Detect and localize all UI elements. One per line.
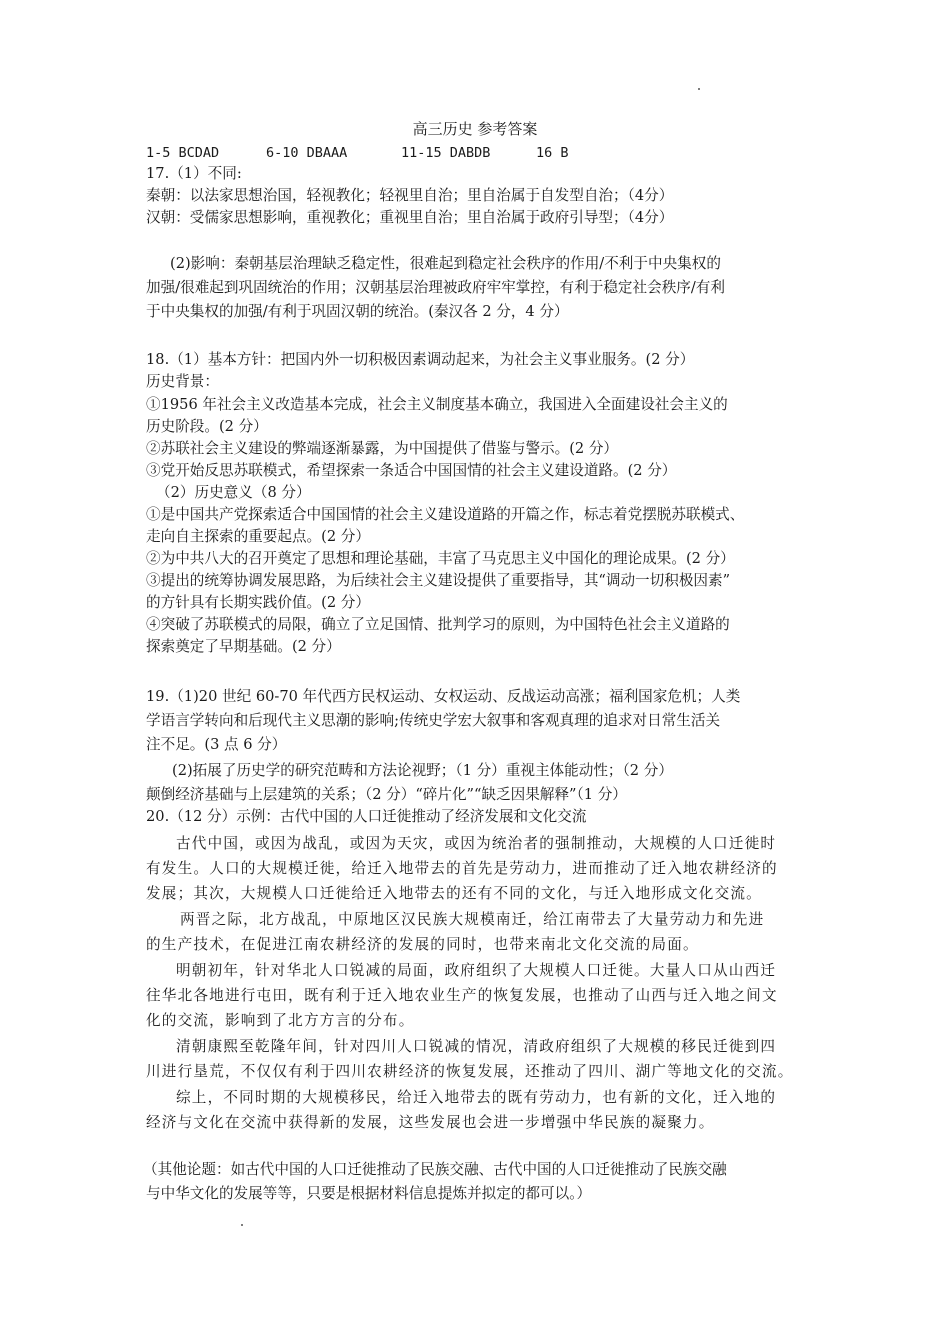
q18-background-2: ②苏联社会主义建设的弊端逐渐暴露，为中国提供了借鉴与警示。(2 分） xyxy=(146,440,619,457)
q19-part2-line1: (2)拓展了历史学的研究范畴和方法论视野；（1 分）重视主体能动性；（2 分） xyxy=(172,762,673,779)
q18-significance-4a: ④突破了苏联模式的局限，确立了立足国情、批判学习的原则，为中国特色社会主义道路的 xyxy=(146,616,730,633)
q20-essay-p1-line1: 古代中国，或因为战乱，或因为天灾，或因为统治者的强制推动，大规模的人口迁徙时 xyxy=(176,835,777,852)
page-title: 高三历史 参考答案 xyxy=(412,120,538,138)
q18-background-1b: 历史阶段。(2 分） xyxy=(146,418,268,435)
q20-note-line2: 与中华文化的发展等等，只要是根据材料信息提炼并拟定的都可以。） xyxy=(146,1185,592,1202)
q17-qin-answer: 秦朝：以法家思想治国，轻视教化；轻视里自治；里自治属于自发型自治；（4分） xyxy=(146,187,674,204)
q19-part1-line2: 学语言学转向和后现代主义思潮的影响;传统史学宏大叙事和客观真理的追求对日常生活关 xyxy=(146,712,721,729)
q20-heading: 20.（12 分）示例：古代中国的人口迁徙推动了经济发展和文化交流 xyxy=(146,808,587,825)
q19-part2-line2: 颠倒经济基础与上层建筑的关系；（2 分）“碎片化”“缺乏因果解释”（1 分） xyxy=(146,786,627,803)
q20-note-line1: （其他论题：如古代中国的人口迁徙推动了民族交融、古代中国的人口迁徙推动了民族交融 xyxy=(143,1161,727,1178)
choice-answer-11-15: 11-15 DABDB xyxy=(401,145,491,161)
choice-answer-1-5: 1-5 BCDAD xyxy=(146,145,220,161)
q18-background-3: ③党开始反思苏联模式，希望探索一条适合中国国情的社会主义建设道路。(2 分） xyxy=(146,462,677,479)
q19-part1-line1: 19.（1)20 世纪 60-70 年代西方民权运动、女权运动、反战运动高涨；福利国家危机；人类 xyxy=(146,688,741,705)
q19-part1-line3: 注不足。(3 点 6 分） xyxy=(146,736,287,753)
choice-answers-row xyxy=(146,142,569,164)
choice-answer-16: 16 B xyxy=(536,145,569,161)
q17-part2-line3: 于中央集权的加强/有利于巩固汉朝的统治。(秦汉各 2 分，4 分） xyxy=(146,303,569,320)
scan-dot xyxy=(241,1224,243,1226)
q20-essay-p2-line2: 的生产技术，在促进江南农耕经济的发展的同时，也带来南北文化交流的局面。 xyxy=(146,936,699,953)
scan-dot xyxy=(698,88,700,90)
q18-significance-3a: ③提出的统筹协调发展思路，为后续社会主义建设提供了重要指导，其“调动一切积极因素” xyxy=(146,572,731,589)
q20-essay-p1-line2: 有发生。人口的大规模迁徙，给迁入地带去的首先是劳动力，进而推动了迁入地农耕经济的 xyxy=(146,860,778,877)
q20-essay-p3-line2: 往华北各地进行屯田，既有利于迁入地农业生产的恢复发展，也推动了山西与迁入地之间文 xyxy=(146,987,778,1004)
q20-essay-p5-line2: 经济与文化在交流中获得新的发展，这些发展也会进一步增强中华民族的凝聚力。 xyxy=(146,1114,715,1131)
q18-significance-4b: 探索奠定了早期基础。(2 分） xyxy=(146,638,341,655)
q18-significance-1a: ①是中国共产党探索适合中国国情的社会主义建设道路的开篇之作，标志着党摆脱苏联模式、 xyxy=(146,506,745,523)
q18-background-1a: ①1956 年社会主义改造基本完成，社会主义制度基本确立，我国进入全面建设社会主义的 xyxy=(146,396,728,413)
q18-background-label: 历史背景： xyxy=(146,373,219,390)
q18-significance-label: （2）历史意义（8 分） xyxy=(156,484,311,501)
q18-significance-1b: 走向自主探索的重要起点。(2 分） xyxy=(146,528,370,545)
q20-essay-p1-line3: 发展；其次，大规模人口迁徙给迁入地带去的还有不同的文化，与迁入地形成文化交流。 xyxy=(146,885,762,902)
q17-part2-line2: 加强/很难起到巩固统治的作用；汉朝基层治理被政府牢牢掌控，有利于稳定社会秩序/有利 xyxy=(146,279,725,296)
q17-heading: 17.（1）不同: xyxy=(146,165,242,182)
q20-essay-p3-line1: 明朝初年，针对华北人口锐减的局面，政府组织了大规模人口迁徙。大量人口从山西迁 xyxy=(176,962,777,979)
q20-essay-p4-line1: 清朝康熙至乾隆年间，针对四川人口锐减的情况，清政府组织了大规模的移民迁徙到四 xyxy=(176,1038,777,1055)
q20-essay-p3-line3: 化的交流，影响到了北方方言的分布。 xyxy=(146,1012,415,1029)
q18-significance-3b: 的方针具有长期实践价值。(2 分） xyxy=(146,594,370,611)
q18-significance-2: ②为中共八大的召开奠定了思想和理论基础，丰富了马克思主义中国化的理论成果。(2 分） xyxy=(146,550,735,567)
choice-answer-6-10: 6-10 DBAAA xyxy=(266,145,348,161)
q17-han-answer: 汉朝：受儒家思想影响，重视教化；重视里自治；里自治属于政府引导型；（4分） xyxy=(146,209,674,226)
q20-essay-p5-line1: 综上，不同时期的大规模移民，给迁入地带去的既有劳动力，也有新的文化，迁入地的 xyxy=(176,1089,777,1106)
q17-part2-line1: (2)影响：秦朝基层治理缺乏稳定性，很难起到稳定社会秩序的作用/不利于中央集权的 xyxy=(170,255,721,272)
q20-essay-p4-line2: 川进行垦荒，不仅仅有利于四川农耕经济的恢复发展，还推动了四川、湖广等地文化的交流。 xyxy=(146,1063,794,1080)
q20-essay-p2-line1: 两晋之际，北方战乱，中原地区汉民族大规模南迁，给江南带去了大量劳动力和先进 xyxy=(180,911,765,928)
q18-heading: 18.（1）基本方针：把国内外一切积极因素调动起来，为社会主义事业服务。(2 分） xyxy=(146,351,695,368)
